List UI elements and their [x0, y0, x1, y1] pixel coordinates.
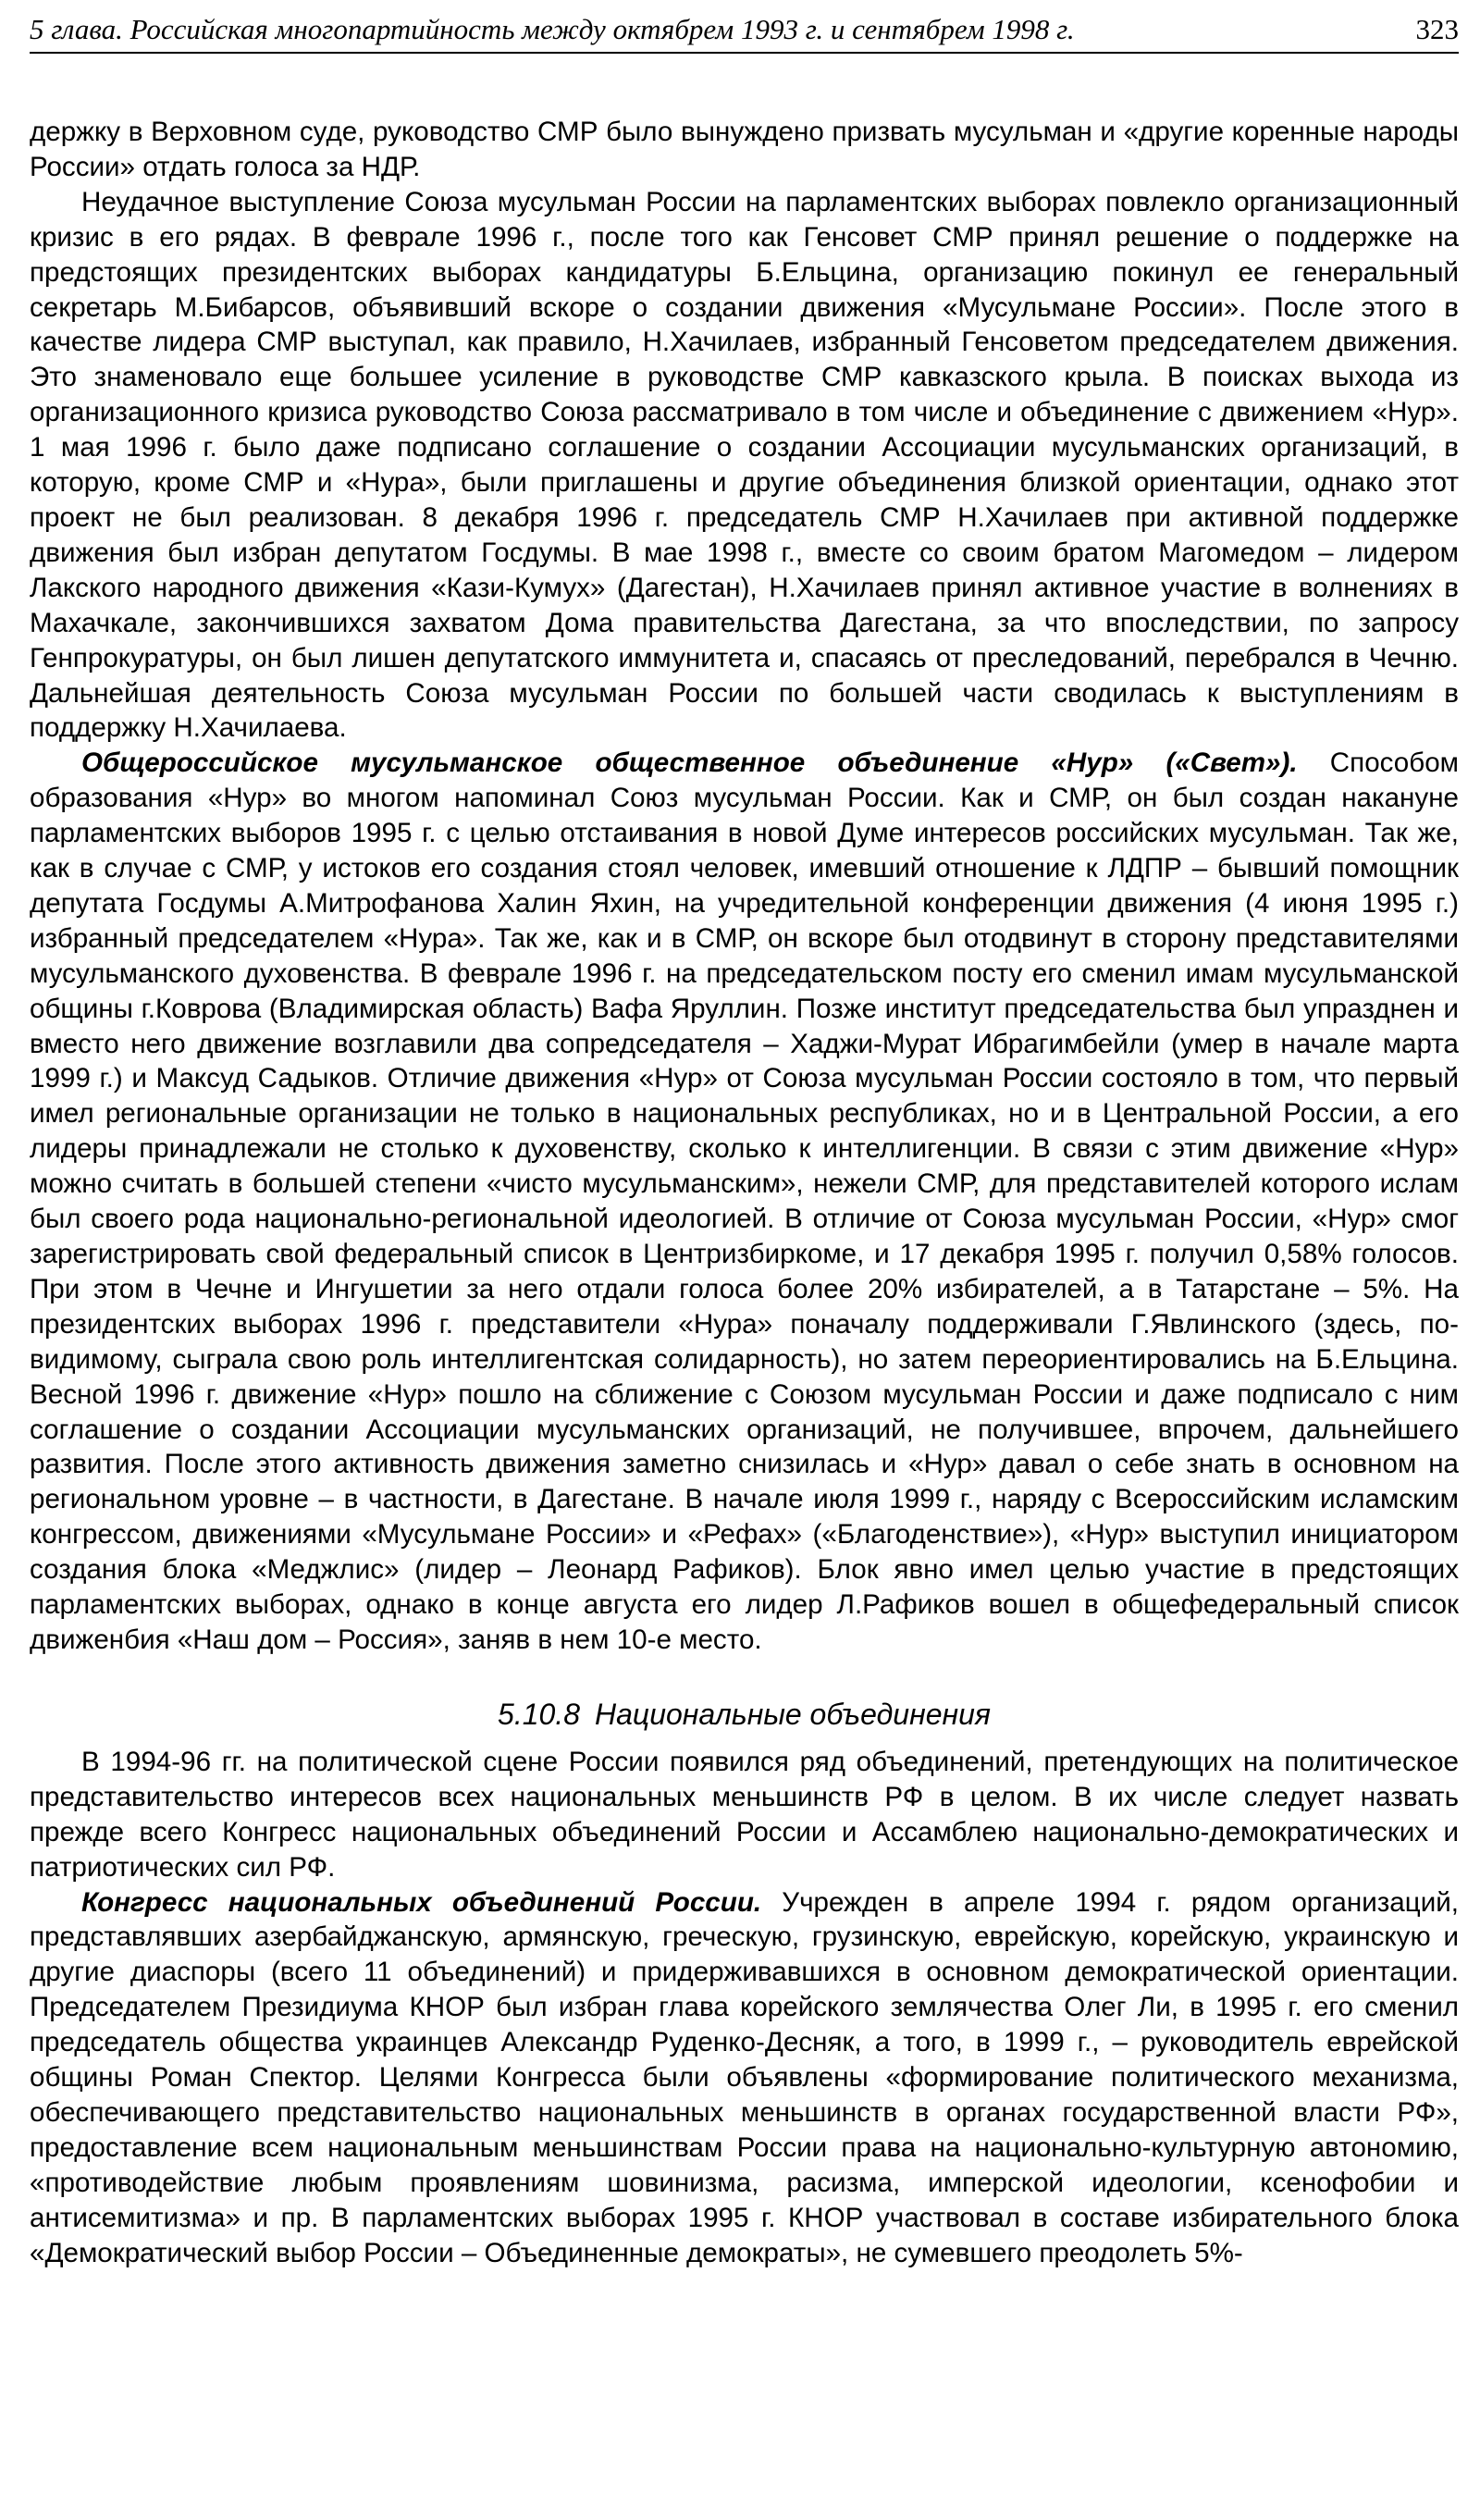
page-number: 323 — [1415, 13, 1459, 45]
paragraph-continuation: держку в Верховном суде, руководство СМР было вынуждено призвать мусульман и «другие коренные народы России» отдать голоса за НДР. — [30, 117, 1459, 182]
section-number: 5.10.8 — [498, 1697, 580, 1731]
section-heading — [30, 1697, 1459, 1732]
paragraph-smr-crisis: Неудачное выступление Союза мусульман России на парламентских выборах повлекло организационный кризис в его рядах. В феврале 1996 г., после того как Генсовет СМР принял решение о поддержке на предстоящих президентских выборах кандидатуры Б.Ельцина, организацию покинул ее генеральный секретарь М.Бибарсов, объявивший вскоре о создании движения «Мусульмане России». После этого в качестве лидера СМР выступал, как правило, Н.Хачилаев, избранный Генсоветом председателем движения. Это знаменовало еще большее усиление в руководстве СМР кавказского крыла. В поисках выхода из организационного кризиса руководство Союза рассматривало в том числе и объединение с движением «Нур». 1 мая 1996 г. было даже подписано соглашение о создании Ассоциации мусульманских организаций, в которую, кроме СМР и «Нура», были приглашены и другие объединения близкой ориентации, однако этот проект не был реализован. 8 декабря 1996 г. председатель СМР Н.Хачилаев при активной поддержке движения был избран депутатом Госдумы. В мае 1998 г., вместе со своим братом Магомедом – лидером Лакского народного движения «Кази-Кумух» (Дагестан), Н.Хачилаев принял активное участие в волнениях в Махачкале, закончившихся захватом Дома правительства Дагестана, за что впоследствии, по запросу Генпрокуратуры, он был лишен депутатского иммунитета и, спасаясь от преследований, перебрался в Чечню. Дальнейшая деятельность Союза мусульман России по большей части сводилась к выступлениям в поддержку Н.Хачилаева. — [30, 186, 1459, 744]
body-text — [30, 115, 1459, 2270]
paragraph-nur — [30, 746, 1459, 1658]
paragraph-nur-lead: Общероссийское мусульманское общественное объединение «Нур» («Свет»). — [81, 747, 1298, 779]
document-page — [30, 0, 1459, 2520]
paragraph-national-intro: В 1994-96 гг. на политической сцене России появился ряд объединений, претендующих на политическое представительство интересов всех национальных меньшинств РФ в целом. В их числе следует назвать прежде всего Конгресс национальных объединений России и Ассамблею национально-демократических и патриотических сил РФ. — [30, 1746, 1459, 1883]
paragraph-knor — [30, 1885, 1459, 2271]
paragraph-knor-text: Учрежден в апреле 1994 г. рядом организаций, представлявших азербайджанскую, армянскую, греческую, грузинскую, еврейскую, корейскую, украинскую и другие диаспоры (всего 11 объединений) и придерживавшихся в основном демократической ориентации. Председателем Президиума КНОР был избран глава корейского землячества Олег Ли, в 1995 г. его сменил председатель общества украинцев Александр Руденко-Десняк, а того, в 1999 г., – руководитель еврейской общины Роман Спектор. Целями Конгресса были объявлены «формирование политического механизма, обеспечивающего представительство национальных меньшинств в органах государственной власти РФ», предоставление всем национальным меньшинствам России права на национально-культурную автономию, «противодействие любым проявлениям шовинизма, расизма, имперской идеологии, ксенофобии и антисемитизма» и пр. В парламентских выборах 1995 г. КНОР участвовал в составе избирательного блока «Демократический выбор России – Объединенные демократы», не сумевшего преодолеть 5%- — [30, 1886, 1459, 2268]
running-header — [30, 9, 1459, 54]
paragraph-nur-text: Способом образования «Нур» во многом напоминал Союз мусульман России. Как и СМР, он был создан накануне парламентских выборов 1995 г. с целью отстаивания в новой Думе интересов российских мусульман. Так же, как в случае с СМР, у истоков его создания стоял человек, имевший отношение к ЛДПР – бывший помощник депутата Госдумы А.Митрофанова Халин Яхин, на учредительной конференции движения (4 июня 1995 г.) избранный председателем «Нура». Так же, как и в СМР, он вскоре был отодвинут в сторону представителями мусульманского духовенства. В феврале 1996 г. на председательском посту его сменил имам мусульманской общины г.Коврова (Владимирская область) Вафа Яруллин. Позже институт председательства был упразднен и вместо него движение возглавили два сопредседателя – Хаджи-Мурат Ибрагимбейли (умер в начале марта 1999 г.) и Максуд Садыков. Отличие движения «Нур» от Союза мусульман России состояло в том, что первый имел региональные организации не только в национальных республиках, но и в Центральной России, а его лидеры принадлежали не столько к духовенству, сколько к интеллигенции. В связи с этим движение «Нур» можно считать в большей степени «чисто мусульманским», нежели СМР, для представителей которого ислам был своего рода национально-региональной идеологией. В отличие от Союза мусульман России, «Нур» смог зарегистрировать свой федеральный список в Центризбиркоме, и 17 декабря 1995 г. получил 0,58% голосов. При этом в Чечне и Ингушетии за него отдали голоса более 20% избирателей, а в Татарстане – 5%. На президентских выборах 1996 г. представители «Нура» поначалу поддерживали Г.Явлинского (здесь, по-видимому, сыграла свою роль интеллигентская солидарность), но затем переориентировались на Б.Ельцина. Весной 1996 г. движение «Нур» пошло на сближение с Союзом мусульман России и даже подписало с ним соглашение о создании Ассоциации мусульманских организаций, не получившее, впрочем, дальнейшего развития. После этого активность движения заметно снизилась и «Нур» давал о себе знать в основном на региональном уровне – в частности, в Дагестане. В начале июля 1999 г., наряду с Всероссийским исламским конгрессом, движениями «Мусульмане России» и «Рефах» («Благоденствие»), «Нур» выступил инициатором создания блока «Меджлис» (лидер – Леонард Рафиков). Блок явно имел целью участие в предстоящих парламентских выборах, однако в конце августа его лидер Л.Рафиков вошел в общефедеральный список движенбия «Наш дом – Россия», заняв в нем 10-е место. — [30, 747, 1459, 1655]
paragraph-knor-lead: Конгресс национальных объединений России. — [81, 1886, 762, 1918]
section-title: Национальные объединения — [594, 1697, 991, 1731]
running-title: 5 глава. Российская многопартийность между октябрем 1993 г. и сентябрем 1998 г. — [30, 13, 1075, 45]
